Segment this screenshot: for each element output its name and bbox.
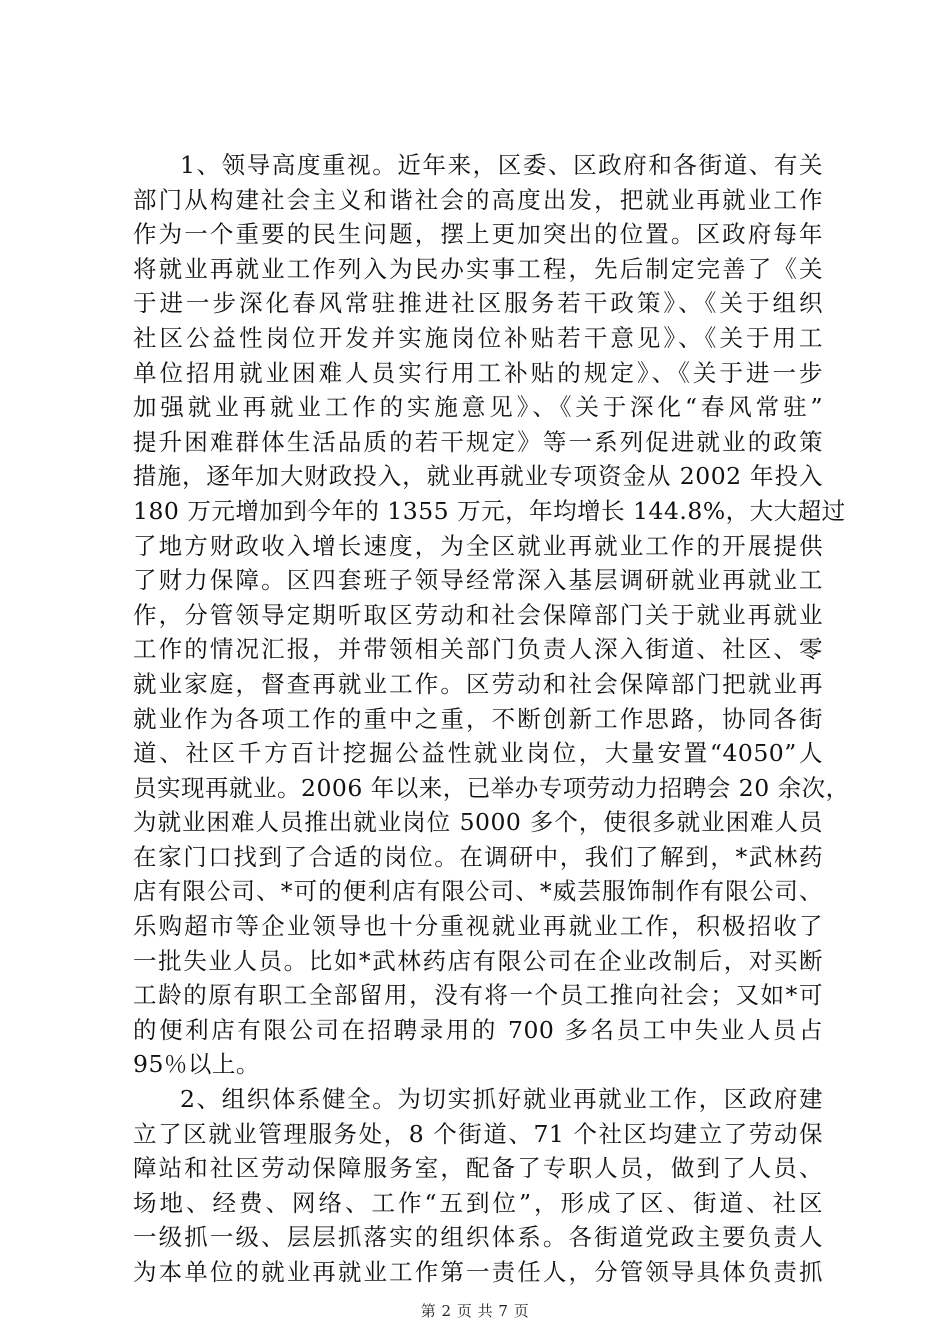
text-line: 为本单位的就业再就业工作第一责任人，分管领导具体负责抓 [133,1258,823,1286]
text-line: 社区公益性岗位开发并实施岗位补贴若干意见》、《关于用工 [133,323,823,352]
text-line: 店有限公司、*可的便利店有限公司、*威芸服饰制作有限公司、 [133,877,823,906]
text-line: 乐购超市等企业领导也十分重视就业再就业工作，积极招收了 [133,912,823,941]
text-line: 道、社区千方百计挖掘公益性就业岗位，大量安置“4050”人 [133,739,823,768]
text-line: 于进一步深化春风常驻推进社区服务若干政策》、《关于组织 [133,289,823,318]
text-line: 就业家庭，督查再就业工作。区劳动和社会保障部门把就业再 [133,669,823,698]
text-line: 为就业困难人员推出就业岗位 5000 多个，使很多就业困难人员 [133,808,823,837]
document-body [133,148,850,1290]
text-line: 一批失业人员。比如*武林药店有限公司在企业改制后，对买断 [133,946,823,975]
text-line: 措施，逐年加大财政投入，就业再就业专项资金从 2002 年投入 [133,462,823,491]
text-line: 1、领导高度重视。近年来，区委、区政府和各街道、有关 [180,151,823,179]
text-line: 场地、经费、网络、工作“五到位”，形成了区、街道、社区 [133,1188,823,1217]
text-line: 障站和社区劳动保障服务室，配备了专职人员，做到了人员、 [133,1154,823,1183]
text-line: 在家门口找到了合适的岗位。在调研中，我们了解到，*武林药 [133,842,823,871]
text-line: 立了区就业管理服务处，8 个街道、71 个社区均建立了劳动保 [133,1119,823,1148]
text-line: 将就业再就业工作列入为民办实事工程，先后制定完善了《关 [133,254,823,283]
text-line: 2、组织体系健全。为切实抓好就业再就业工作，区政府建 [180,1085,823,1114]
text-line: 的便利店有限公司在招聘录用的 700 多名员工中失业人员占 [133,1015,823,1044]
text-line: 部门从构建社会主义和谐社会的高度出发，把就业再就业工作 [133,185,823,214]
text-line: 员实现再就业。2006 年以来，已举办专项劳动力招聘会 20 余次， [133,773,850,802]
text-line: 工龄的原有职工全部留用，没有将一个员工推向社会；又如*可 [133,981,823,1010]
text-line: 作为一个重要的民生问题，摆上更加突出的位置。区政府每年 [133,220,823,249]
text-line: 180 万元增加到今年的 1355 万元，年均增长 144.8%，大大超过 [133,496,846,525]
text-line: 95％以上。 [133,1050,260,1079]
text-line: 了地方财政收入增长速度，为全区就业再就业工作的开展提供 [133,531,823,560]
text-line: 就业作为各项工作的重中之重，不断创新工作思路，协同各街 [133,704,823,733]
text-line: 工作的情况汇报，并带领相关部门负责人深入街道、社区、零 [133,635,823,664]
text-line: 了财力保障。区四套班子领导经常深入基层调研就业再就业工 [133,566,823,595]
text-line: 提升困难群体生活品质的若干规定》等一系列促进就业的政策 [133,427,823,456]
text-line: 作，分管领导定期听取区劳动和社会保障部门关于就业再就业 [133,600,823,629]
text-line: 一级抓一级、层层抓落实的组织体系。各街道党政主要负责人 [133,1223,823,1252]
text-line: 加强就业再就业工作的实施意见》、《关于深化“春风常驻” [133,393,823,422]
text-line: 单位招用就业困难人员实行用工补贴的规定》、《关于进一步 [133,358,823,387]
page-footer: 第 2 页 共 7 页 [420,1302,530,1320]
